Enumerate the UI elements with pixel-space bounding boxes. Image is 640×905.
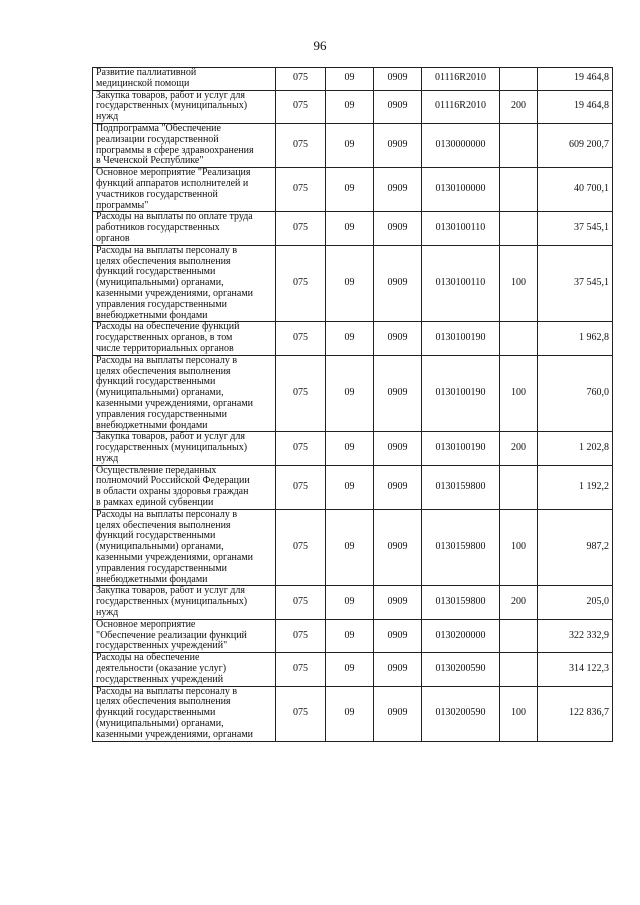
cell-amount: 609 200,7 [538,123,613,167]
cell-expense-type [500,212,538,245]
table-row [93,90,613,123]
cell-name: Расходы на выплаты персоналу в целях обеспечения выполнения функций государственными (муниципальными) органами, казенными учреждениями, органами [93,686,276,741]
cell-amount: 37 545,1 [538,212,613,245]
table-row [93,322,613,355]
table-row [93,245,613,322]
cell-ministry-code: 075 [276,432,326,465]
cell-section: 09 [326,465,374,509]
table-row [93,653,613,686]
cell-amount: 1 192,2 [538,465,613,509]
table-row [93,509,613,586]
cell-ministry-code: 075 [276,509,326,586]
table-row [93,586,613,619]
cell-target-article: 01116R2010 [422,90,500,123]
cell-target-article: 0130100190 [422,355,500,432]
cell-amount: 760,0 [538,355,613,432]
cell-amount: 1 202,8 [538,432,613,465]
cell-subsection: 0909 [374,586,422,619]
cell-ministry-code: 075 [276,355,326,432]
cell-target-article: 0130159800 [422,465,500,509]
cell-section: 09 [326,619,374,652]
cell-subsection: 0909 [374,686,422,741]
cell-target-article: 0130100190 [422,322,500,355]
cell-subsection: 0909 [374,90,422,123]
cell-subsection: 0909 [374,619,422,652]
cell-expense-type: 200 [500,586,538,619]
cell-expense-type: 100 [500,245,538,322]
table-row [93,619,613,652]
cell-expense-type [500,465,538,509]
cell-subsection: 0909 [374,168,422,212]
cell-ministry-code: 075 [276,322,326,355]
cell-subsection: 0909 [374,432,422,465]
cell-section: 09 [326,586,374,619]
cell-name: Основное мероприятие "Реализация функций аппаратов исполнителей и участников государственной программы" [93,168,276,212]
table-row [93,168,613,212]
cell-ministry-code: 075 [276,465,326,509]
cell-expense-type [500,322,538,355]
cell-expense-type [500,168,538,212]
cell-name: Расходы на выплаты по оплате труда работников государственных органов [93,212,276,245]
cell-target-article: 0130200590 [422,653,500,686]
cell-expense-type [500,653,538,686]
cell-name: Расходы на обеспечение функций государственных органов, в том числе территориальных органов [93,322,276,355]
cell-amount: 322 332,9 [538,619,613,652]
cell-ministry-code: 075 [276,245,326,322]
cell-name: Расходы на выплаты персоналу в целях обеспечения выполнения функций государственными (муниципальными) органами, казенными учреждениями, органами управления государственными внебюджетными фондами [93,509,276,586]
cell-target-article: 0130200000 [422,619,500,652]
table-row [93,432,613,465]
cell-name: Расходы на обеспечение деятельности (оказание услуг) государственных учреждений [93,653,276,686]
table-row [93,355,613,432]
cell-name: Расходы на выплаты персоналу в целях обеспечения выполнения функций государственными (муниципальными) органами, казенными учреждениями, органами управления государственными внебюджетными фондами [93,355,276,432]
cell-ministry-code: 075 [276,586,326,619]
cell-amount: 122 836,7 [538,686,613,741]
cell-subsection: 0909 [374,212,422,245]
cell-subsection: 0909 [374,653,422,686]
table-row [93,123,613,167]
table-row [93,686,613,741]
cell-section: 09 [326,322,374,355]
cell-name: Расходы на выплаты персоналу в целях обеспечения выполнения функций государственными (муниципальными) органами, казенными учреждениями, органами управления государственными внебюджетными фондами [93,245,276,322]
cell-target-article: 0130159800 [422,586,500,619]
cell-amount: 1 962,8 [538,322,613,355]
cell-expense-type [500,68,538,91]
cell-expense-type: 100 [500,355,538,432]
cell-ministry-code: 075 [276,68,326,91]
cell-amount: 19 464,8 [538,90,613,123]
cell-amount: 37 545,1 [538,245,613,322]
cell-ministry-code: 075 [276,212,326,245]
cell-name: Закупка товаров, работ и услуг для государственных (муниципальных) нужд [93,432,276,465]
cell-section: 09 [326,509,374,586]
cell-expense-type [500,123,538,167]
cell-expense-type [500,619,538,652]
cell-subsection: 0909 [374,68,422,91]
budget-table [92,67,613,742]
cell-name: Осуществление переданных полномочий Российской Федерации в области охраны здоровья граждан в рамках единой субвенции [93,465,276,509]
cell-target-article: 01116R2010 [422,68,500,91]
cell-amount: 205,0 [538,586,613,619]
cell-target-article: 0130100000 [422,168,500,212]
cell-expense-type: 100 [500,686,538,741]
cell-name: Закупка товаров, работ и услуг для государственных (муниципальных) нужд [93,90,276,123]
cell-amount: 40 700,1 [538,168,613,212]
cell-ministry-code: 075 [276,90,326,123]
cell-section: 09 [326,212,374,245]
table-row [93,68,613,91]
cell-subsection: 0909 [374,123,422,167]
cell-name: Закупка товаров, работ и услуг для государственных (муниципальных) нужд [93,586,276,619]
cell-target-article: 0130100190 [422,432,500,465]
table-row [93,212,613,245]
cell-amount: 987,2 [538,509,613,586]
cell-target-article: 0130200590 [422,686,500,741]
cell-subsection: 0909 [374,465,422,509]
cell-amount: 19 464,8 [538,68,613,91]
cell-subsection: 0909 [374,322,422,355]
cell-name: Развитие паллиативной медицинской помощи [93,68,276,91]
cell-target-article: 0130100110 [422,212,500,245]
cell-target-article: 0130159800 [422,509,500,586]
table-row [93,465,613,509]
cell-section: 09 [326,123,374,167]
cell-subsection: 0909 [374,355,422,432]
cell-ministry-code: 075 [276,123,326,167]
page-number: 96 [313,38,327,53]
cell-expense-type: 200 [500,90,538,123]
cell-section: 09 [326,653,374,686]
cell-section: 09 [326,168,374,212]
cell-target-article: 0130000000 [422,123,500,167]
cell-name: Основное мероприятие "Обеспечение реализации функций государственных учреждений" [93,619,276,652]
cell-ministry-code: 075 [276,686,326,741]
cell-section: 09 [326,90,374,123]
cell-section: 09 [326,245,374,322]
cell-expense-type: 100 [500,509,538,586]
cell-section: 09 [326,355,374,432]
cell-ministry-code: 075 [276,619,326,652]
cell-target-article: 0130100110 [422,245,500,322]
cell-ministry-code: 075 [276,168,326,212]
budget-table-body [93,68,613,742]
cell-subsection: 0909 [374,509,422,586]
cell-amount: 314 122,3 [538,653,613,686]
cell-section: 09 [326,686,374,741]
cell-name: Подпрограмма "Обеспечение реализации государственной программы в сфере здравоохранения в Чеченской Республике" [93,123,276,167]
cell-section: 09 [326,432,374,465]
cell-subsection: 0909 [374,245,422,322]
cell-section: 09 [326,68,374,91]
cell-expense-type: 200 [500,432,538,465]
cell-ministry-code: 075 [276,653,326,686]
